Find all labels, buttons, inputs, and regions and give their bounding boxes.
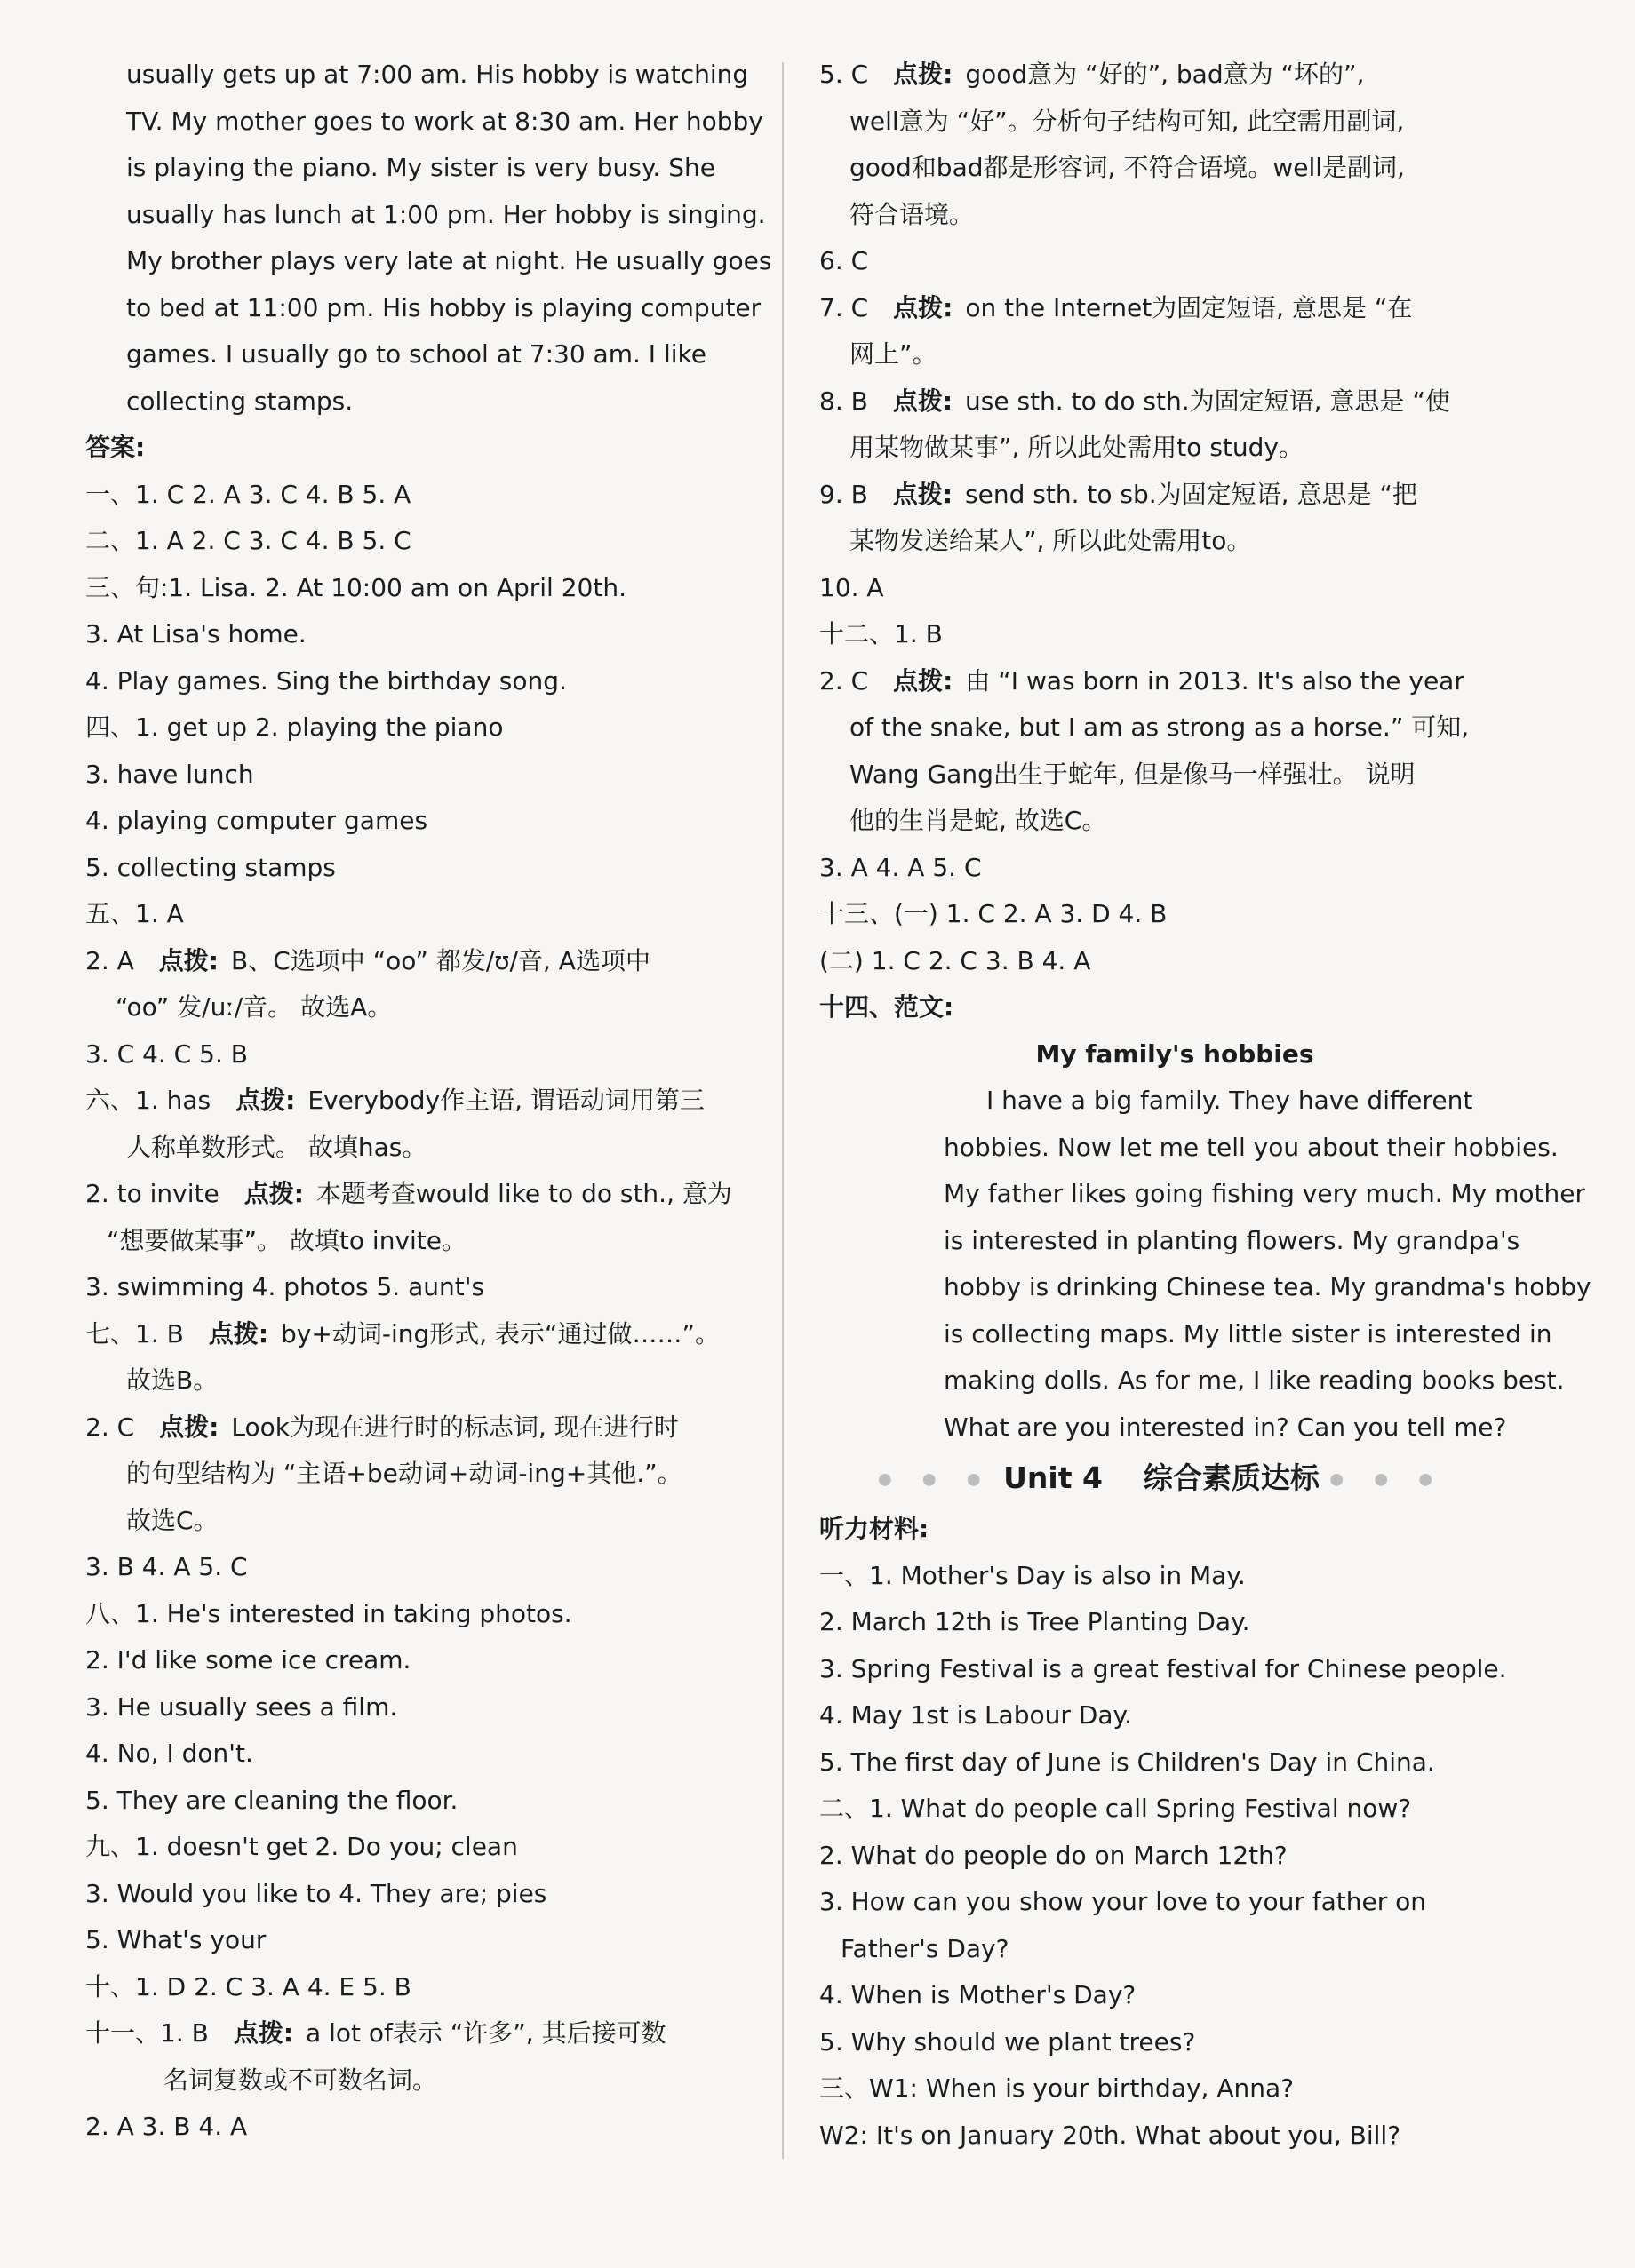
text-line: [819, 798, 1477, 845]
column-divider: [782, 62, 784, 2159]
line-text: 十三、(一) 1. C 2. A 3. D 4. B: [819, 899, 1168, 928]
hint-text: on the Internet为固定短语, 意思是 “在: [965, 292, 1413, 322]
text-line: [819, 378, 1477, 426]
line-text: I have a big family. They have different: [986, 1086, 1473, 1115]
hint-text: 本题考查would like to do sth., 意为: [315, 1179, 732, 1208]
line-text: is collecting maps. My little sister is interested in: [944, 1318, 1552, 1349]
line-text: 三、句:1. Lisa. 2. At 10:00 am on April 20th.: [85, 572, 626, 602]
text-line: [819, 425, 1477, 472]
text-line: [819, 1692, 1477, 1739]
text-line: [85, 2010, 743, 2057]
hint-text: send sth. to sb.为固定短语, 意思是 “把: [965, 479, 1417, 509]
hint-label: 点拨:: [235, 1086, 296, 1115]
text-line: [85, 1218, 743, 1265]
line-text: 3. At Lisa's home.: [85, 619, 307, 649]
hint-label: 点拨:: [893, 60, 953, 89]
line-text: TV. My mother goes to work at 8:30 am. Her hobby: [126, 106, 763, 136]
line-text: 的句型结构为 “主语+be动词+动词-ing+其他.”。: [126, 1459, 682, 1488]
text-line: [85, 1264, 743, 1311]
line-text: 2. C: [819, 665, 869, 696]
text-line: [85, 1964, 743, 2011]
line-text: is interested in planting flowers. My grandpa's: [944, 1225, 1520, 1255]
line-text: 2. A: [85, 945, 134, 975]
line-text: 4. When is Mother's Day?: [819, 1980, 1137, 2009]
text-line: [85, 472, 743, 519]
text-line: [819, 891, 1477, 938]
text-line: [85, 1731, 743, 1778]
text-line: [85, 1125, 743, 1172]
text-line: [819, 2113, 1477, 2160]
line-text: 5. What's your: [85, 1925, 267, 1954]
line-text: 2. to invite: [85, 1179, 219, 1208]
line-text: 10. A: [819, 572, 884, 602]
line-text: 一、1. C 2. A 3. C 4. B 5. A: [85, 479, 411, 509]
text-line: [819, 1264, 1591, 1311]
text-line: [85, 2104, 743, 2151]
line-text: 4. playing computer games: [85, 806, 428, 835]
line-text: 故选C。: [126, 1505, 219, 1535]
line-text: 2. March 12th is Tree Planting Day.: [819, 1607, 1250, 1636]
decorative-dots-left: ● ● ●: [877, 1469, 993, 1489]
text-line: [819, 1879, 1477, 1926]
text-line: [819, 938, 1477, 985]
text-line: [85, 1637, 743, 1684]
text-line: [819, 1739, 1477, 1787]
hint-label: 点拨:: [159, 1412, 219, 1442]
text-line: [819, 565, 1477, 612]
line-text: 3. He usually sees a film.: [85, 1691, 398, 1722]
text-line: [85, 611, 743, 658]
text-line: [819, 285, 1477, 332]
line-text: “oo” 发/uː/音。 故选A。: [116, 992, 393, 1022]
line-text: 3. Would you like to 4. They are; pies: [85, 1878, 547, 1908]
text-line: [819, 752, 1477, 799]
line-text: 符合语境。: [849, 199, 975, 229]
line-text: 七、1. B: [85, 1318, 184, 1349]
line-text: is playing the piano. My sister is very busy. She: [126, 153, 715, 182]
text-line: [819, 192, 1477, 239]
text-line: [85, 1171, 743, 1218]
line-text: 八、1. He's interested in taking photos.: [85, 1598, 572, 1628]
text-line: [85, 285, 762, 332]
text-line: [819, 52, 1477, 99]
text-line: [819, 1599, 1477, 1646]
text-line: [819, 658, 1477, 705]
hint-label: 点拨:: [208, 1318, 269, 1349]
text-line: [85, 1871, 743, 1918]
line-text: 8. B: [819, 386, 868, 416]
line-text: 5. C: [819, 60, 869, 89]
line-text: 二、1. What do people call Spring Festival now?: [819, 1794, 1412, 1823]
hint-label: 点拨:: [893, 665, 953, 696]
line-text: 人称单数形式。 故填has。: [126, 1132, 427, 1162]
text-line: [819, 518, 1477, 565]
line-text: 一、1. Mother's Day is also in May.: [819, 1560, 1246, 1590]
line-text: collecting stamps.: [126, 386, 354, 416]
line-text: 2. A 3. B 4. A: [85, 2112, 248, 2141]
text-line: [85, 1451, 743, 1498]
line-text: 7. C: [819, 292, 869, 322]
line-text: 3. Spring Festival is a great festival for Chinese people.: [819, 1653, 1507, 1683]
text-line: [85, 1311, 743, 1358]
line-text: 4. No, I don't.: [85, 1739, 253, 1768]
line-text: 4. Play games. Sing the birthday song.: [85, 665, 567, 696]
line-text: 5. Why should we plant trees?: [819, 2026, 1196, 2057]
text-line: [819, 331, 1477, 378]
text-line: [819, 472, 1477, 519]
hint-text: Look为现在进行时的标志词, 现在进行时: [231, 1412, 679, 1442]
line-text: 五、1. A: [85, 899, 184, 928]
line-text: 3. B 4. A 5. C: [85, 1552, 248, 1581]
text-line: [85, 938, 743, 985]
line-text: My family's hobbies: [1035, 1039, 1314, 1069]
line-text: 用某物做某事”, 所以此处需用to study。: [849, 433, 1304, 462]
text-line: [85, 1544, 743, 1591]
line-text: 他的生肖是蛇, 故选C。: [849, 806, 1107, 835]
hint-label: 点拨:: [233, 2018, 294, 2048]
hint-label: 点拨:: [893, 292, 953, 322]
text-line: [819, 99, 1477, 146]
line-text: 3. swimming 4. photos 5. aunt's: [85, 1272, 485, 1301]
text-line: [819, 1218, 1520, 1265]
text-line: [819, 238, 1477, 285]
text-line: [85, 378, 743, 426]
line-text: 2. What do people do on March 12th?: [819, 1840, 1288, 1870]
line-text: 某物发送给某人”, 所以此处需用to。: [849, 526, 1252, 555]
line-text: 十二、1. B: [819, 619, 943, 649]
line-text: 答案:: [85, 433, 146, 462]
hint-label: 点拨:: [892, 479, 953, 509]
text-line: [819, 1972, 1477, 2019]
text-line: [85, 984, 743, 1031]
line-text: What are you interested in? Can you tell me?: [944, 1412, 1507, 1442]
text-line: [819, 1553, 1477, 1600]
line-text: well意为 “好”。分析句子结构可知, 此空需用副词,: [849, 106, 1405, 136]
text-line: [819, 1171, 1586, 1218]
text-line: [85, 518, 743, 565]
line-text: Wang Gang出生于蛇年, 但是像马一样强壮。 说明: [849, 759, 1416, 789]
line-text: 3. How can you show your love to your father on: [819, 1887, 1427, 1916]
text-line: [85, 1357, 743, 1405]
text-line: [85, 798, 743, 845]
text-line: [85, 192, 766, 239]
line-text: 十一、1. B: [85, 2018, 209, 2048]
line-text: My brother plays very late at night. He usually goes: [126, 246, 772, 275]
text-line: [819, 611, 1477, 658]
left-column: [85, 52, 772, 2151]
line-text: 故选B。: [126, 1365, 219, 1395]
text-line: [85, 704, 743, 752]
text-line: [85, 891, 743, 938]
text-line: [819, 1357, 1565, 1405]
text-line: [85, 2057, 743, 2105]
text-line: [819, 1926, 1477, 1973]
text-line: [85, 1778, 743, 1825]
hint-text: B、C选项中 “oo” 都发/ʊ/音, A选项中: [230, 945, 650, 975]
line-text: 听力材料:: [819, 1514, 929, 1543]
line-text: Father's Day?: [841, 1933, 1009, 1963]
unit-title-bar: [819, 1451, 1477, 1506]
line-text: 十四、范文:: [819, 992, 954, 1022]
line-text: hobby is drinking Chinese tea. My grandma's hobby: [944, 1272, 1591, 1301]
line-text: 3. have lunch: [85, 759, 254, 789]
hint-text: a lot of表示 “许多”, 其后接可数: [306, 2018, 666, 2048]
unit-name: 综合素质达标: [1143, 1460, 1320, 1495]
line-text: 4. May 1st is Labour Day.: [819, 1700, 1132, 1730]
line-text: 四、1. get up 2. playing the piano: [85, 712, 504, 742]
line-text: 5. The first day of June is Children's Day in China.: [819, 1747, 1435, 1777]
line-text: W2: It's on January 20th. What about you, Bill?: [819, 2120, 1401, 2150]
line-text: 5. collecting stamps: [85, 852, 336, 882]
line-text: games. I usually go to school at 7:30 am. I like: [126, 339, 706, 369]
right-column-answers: [819, 52, 1591, 1451]
text-line: [819, 145, 1477, 192]
line-text: 2. C: [85, 1412, 135, 1442]
right-column-listening: [819, 1506, 1507, 2159]
line-text: 三、W1: When is your birthday, Anna?: [819, 2073, 1295, 2103]
line-text: 6. C: [819, 246, 869, 275]
line-text: 3. A 4. A 5. C: [819, 852, 982, 882]
line-text: 2. I'd like some ice cream.: [85, 1645, 411, 1675]
text-line: [85, 752, 743, 799]
line-text: “想要做某事”。 故填to invite。: [107, 1225, 467, 1255]
hint-text: 由 “I was born in 2013. It's also the year: [965, 665, 1464, 696]
text-line: [85, 1078, 743, 1125]
text-line: [85, 145, 743, 192]
text-line: [85, 99, 763, 146]
line-text: 网上”。: [849, 339, 937, 369]
text-line: [819, 1078, 1477, 1125]
text-line: [85, 1824, 743, 1871]
text-line: [819, 984, 1477, 1031]
line-text: 3. C 4. C 5. B: [85, 1039, 248, 1069]
text-line: [85, 845, 743, 892]
text-line: [819, 845, 1477, 892]
text-line: [85, 425, 743, 472]
text-line: [85, 1405, 743, 1452]
line-text: 十、1. D 2. C 3. A 4. E 5. B: [85, 1971, 411, 2001]
line-text: 9. B: [819, 479, 868, 509]
line-text: of the snake, but I am as strong as a horse.” 可知,: [849, 712, 1470, 742]
text-line: [819, 1125, 1559, 1172]
text-line: [85, 331, 743, 378]
line-text: 名词复数或不可数名词。: [164, 2065, 438, 2095]
text-line: [819, 704, 1477, 752]
hint-label: 点拨:: [892, 386, 953, 416]
decorative-dots-right: ● ● ●: [1329, 1469, 1446, 1489]
line-text: usually gets up at 7:00 am. His hobby is watching: [126, 60, 749, 89]
text-line: [819, 2065, 1477, 2113]
text-line: [85, 1591, 743, 1638]
line-text: usually has lunch at 1:00 pm. Her hobby is singing.: [126, 199, 766, 229]
hint-text: good意为 “好的”, bad意为 “坏的”,: [965, 60, 1365, 89]
line-text: 九、1. doesn't get 2. Do you; clean: [85, 1832, 518, 1861]
text-line: [819, 1786, 1477, 1833]
text-line: [85, 1917, 743, 1964]
hint-label: 点拨:: [243, 1179, 304, 1208]
hint-text: Everybody作主语, 谓语动词用第三: [307, 1086, 705, 1115]
line-text: 二、1. A 2. C 3. C 4. B 5. C: [85, 526, 411, 555]
text-line: [819, 1833, 1477, 1880]
hint-text: by+动词-ing形式, 表示“通过做……”。: [281, 1318, 721, 1349]
right-column: [819, 52, 1591, 2159]
line-text: My father likes going fishing very much. My mother: [944, 1179, 1586, 1208]
line-text: 六、1. has: [85, 1086, 211, 1115]
text-line: [819, 1646, 1507, 1693]
line-text: good和bad都是形容词, 不符合语境。well是副词,: [849, 153, 1405, 182]
text-line: [85, 1684, 743, 1731]
line-text: 5. They are cleaning the floor.: [85, 1785, 459, 1815]
text-line: [85, 52, 749, 99]
line-text: to bed at 11:00 pm. His hobby is playing computer: [126, 292, 762, 322]
text-line: [85, 658, 743, 705]
hint-label: 点拨:: [158, 945, 219, 975]
line-text: making dolls. As for me, I like reading books best.: [944, 1365, 1565, 1395]
line-text: hobbies. Now let me tell you about their hobbies.: [944, 1132, 1559, 1162]
text-line: [819, 2019, 1477, 2066]
text-line: [819, 1405, 1507, 1452]
hint-text: use sth. to do sth.为固定短语, 意思是 “使: [965, 386, 1450, 416]
text-line: [85, 1498, 743, 1545]
text-line: [85, 238, 772, 285]
text-line: [85, 565, 743, 612]
line-text: (二) 1. C 2. C 3. B 4. A: [819, 945, 1091, 975]
unit-label: Unit 4: [1003, 1460, 1103, 1495]
text-line: [819, 1311, 1552, 1358]
text-line: [85, 1031, 743, 1078]
text-line: [819, 1031, 1477, 1078]
text-line: [819, 1506, 1477, 1553]
